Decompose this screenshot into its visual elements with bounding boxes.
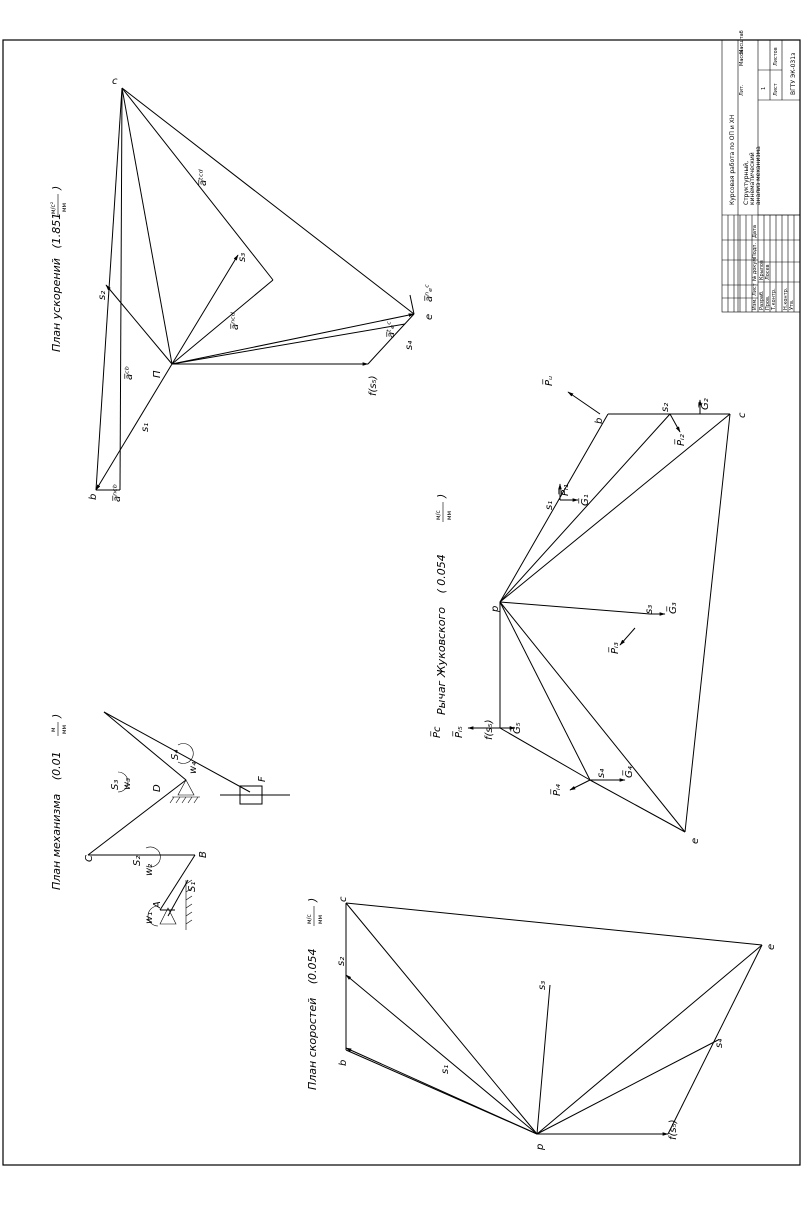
title-sig-row-3: Н.контр. [783,287,789,310]
mech-title-name: План механизма [50,793,63,890]
accel-label-ae: a̅ᵗₑᶜ [386,321,397,338]
vel-label-b: b [338,1059,349,1066]
title-sig-row-0: Разраб. [759,290,765,310]
title-sig-header-4: Дата [752,225,758,238]
title-sheets-label: Листов [773,47,779,66]
vel-label-s2: s₂ [336,956,347,966]
mech-label-s2: S₂ [132,855,143,866]
vel-unit-num: м/с [306,914,313,924]
zhuk-label-f: f(s₅) [484,719,495,740]
mech-unit-den: мм [61,724,68,734]
accel-label-c: c [112,76,118,87]
vel-label-e: e [766,943,777,950]
mech-unit-num: м [50,727,57,732]
mech-label-d: D [152,784,163,792]
zhuk-label-pi3: P̅ᵢ₃ [610,642,621,654]
mech-title [50,751,63,890]
zhuk-label-pi5: P̅ᵢ₅ [454,726,465,738]
acceleration-plan [50,76,435,502]
vel-label-f: f(s₅) [668,1119,679,1140]
zhuk-title-scale: ( 0.054 [435,554,448,594]
mech-label-s1: S₁ [187,881,198,892]
accel-label-s2: s₂ [97,290,108,300]
accel-label-s4: s₄ [404,340,415,350]
title-scale-label: Масштаб [739,30,745,54]
zhuk-label-g2: G̅₂ [700,398,711,410]
title-work: Курсовая работа по ОП и ХН [729,114,736,205]
accel-label-b: b [88,493,99,500]
mech-label-w1: w₁ [144,911,155,924]
zhuk-label-c: c [737,412,748,418]
accel-label-acb: a̅ᶜᵇ [124,365,135,380]
zhuk-label-e: e [690,837,701,844]
title-sig-row-4: Утв. [789,299,795,310]
mech-label-f: F [257,776,268,782]
title-sig-name-0: Крылов [759,260,765,280]
zhuk-unit-num: м/с [435,510,442,520]
mech-title-scale: (0.01 [50,751,63,781]
mech-label-a: A [152,901,163,908]
velocity-plan [306,896,777,1151]
zhuk-label-g1: G̅₁ [580,494,591,506]
vel-label-c: c [338,896,349,902]
zhuk-title-name: Рычаг Жуковского [435,607,448,715]
title-sig-name-1: Лосев [765,264,771,280]
zhuk-label-g3: G̅₃ [668,602,679,614]
vel-unit-close: ) [306,897,319,902]
zhuk-title [435,554,448,715]
mech-label-w2: w₂ [144,863,155,876]
accel-unit-close: ) [50,185,63,190]
title-sheet-num: 1 [761,86,767,90]
vel-label-s1: s₁ [440,1064,451,1074]
vel-title [306,948,319,1090]
zhuk-label-pi2: P̅ᵢ₂ [676,434,687,446]
title-subject-3: анализ механизма [755,146,762,205]
zhuk-label-p: p [490,605,501,612]
zhuk-label-pc: P̅c [432,726,443,738]
accel-label-s3: s₃ [237,252,248,262]
mech-label-w4: w₄ [188,761,199,774]
accel-title-name: План ускорений [50,258,63,352]
mech-unit-close: ) [50,713,63,718]
title-sheet-label: Лист [773,83,779,96]
vel-title-name: План скоростей [306,997,319,1090]
vel-title-scale: (0.054 [306,948,319,985]
vel-label-p: p [535,1143,546,1150]
mech-label-b: B [198,851,209,858]
zhuk-unit-den: мм [446,510,453,520]
title-sig-header-3: Подп. [752,242,758,258]
accel-title-scale: (1.851 [50,212,63,249]
zhuk-label-s2: s₂ [660,402,671,412]
title-subject-1: Структурный, [743,161,750,205]
title-subject-2: кинематический [749,152,756,205]
zhuk-unit-close: ) [435,493,448,498]
title-code: ВГТУ ЭК-031з [790,52,797,95]
accel-label-aeb: a̅ⁿₑᶜ [424,284,435,302]
title-sig-row-2: Т.контр. [771,288,777,310]
title-sig-header-1: Лист [752,283,758,296]
mech-label-s3: S₃ [110,779,121,790]
zhuk-label-s1: s₁ [544,500,555,510]
mech-label-w3: w₃ [122,777,133,790]
accel-label-pi: П [152,370,163,378]
title-lit-label: Лит. [739,84,745,96]
accel-label-acd: a̅ᵗᶜᵈ [198,169,209,186]
mech-label-s4: S₄ [170,749,181,760]
mechanism-plan [50,712,290,930]
vel-unit-den: мм [317,914,324,924]
accel-label-f: f(s₅) [368,375,379,396]
zhuk-label-g5: G̅₅ [512,722,523,734]
zhuk-label-g4: G̅₄ [624,766,635,778]
zhuk-label-s3: s₃ [644,604,655,614]
accel-title [50,213,63,352]
zhukovsky-lever [430,376,748,844]
accel-unit-num: м/с² [50,201,57,214]
zhuk-label-pi1: P̅ᵢ₁ [560,484,571,496]
zhuk-label-pu: P̅ᵤ [544,375,555,386]
accel-unit-den: мм [61,202,68,212]
accel-label-acbn: a̅ⁿᶜᵇ [112,483,123,502]
zhuk-label-s4: s₄ [596,768,607,778]
vel-label-s4: s₄ [714,1038,725,1048]
accel-label-e: e [424,313,435,320]
accel-label-s1: s₁ [140,422,151,432]
title-mass-label: Масса [739,50,745,66]
vel-label-s3: s₃ [537,980,548,990]
title-sig-row-1: Пров. [765,295,771,310]
zhuk-label-pi4: P̅ᵢ₄ [552,784,563,796]
mech-label-c: C [84,855,95,862]
sheet-frame [3,40,800,1165]
title-sig-header-0: Изм. [752,298,758,310]
title-sig-header-2: № докум. [752,256,758,281]
accel-label-acdn: a̅ⁿᶜᵈ [230,312,241,330]
zhuk-label-b: b [594,417,605,424]
title-block [722,30,800,312]
